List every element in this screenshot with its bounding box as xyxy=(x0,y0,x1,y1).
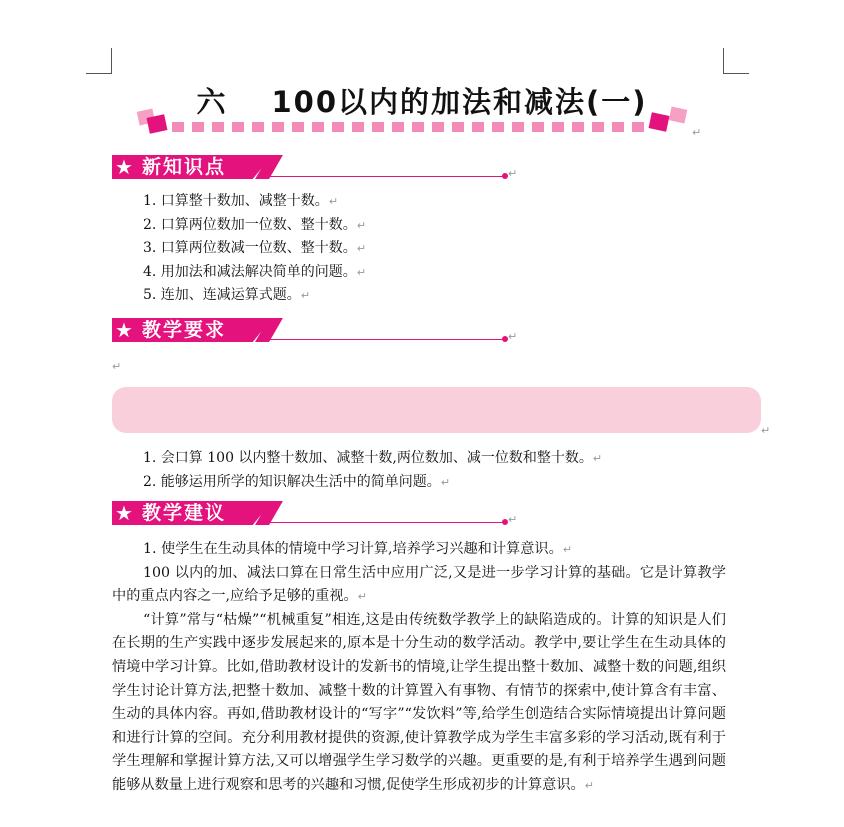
list-item: 1. 口算整十数加、减整十数。↵ xyxy=(143,193,339,209)
crop-mark-top-left-v xyxy=(111,48,112,74)
paragraph-mark: ↵ xyxy=(508,330,518,343)
list-item: 2. 口算两位数加一位数、整十数。↵ xyxy=(143,216,367,233)
section-heading-new-points xyxy=(112,155,518,180)
paragraph-mark: ↵ xyxy=(761,424,771,437)
title-banner-decoration xyxy=(130,104,710,140)
crop-mark-top-left-h xyxy=(86,73,112,74)
list-item: 1. 会口算 100 以内整十数加、减整十数,两位数加、减一位数和整十数。↵ xyxy=(143,450,603,466)
list-item: 2. 能够运用所学的知识解决生活中的简单问题。↵ xyxy=(143,473,451,490)
star-icon: ★ xyxy=(115,318,133,342)
chapter-number: 六 xyxy=(196,85,228,119)
chapter-title-text: 100以内的加法和减法(一) xyxy=(271,85,648,119)
star-icon: ★ xyxy=(115,155,133,179)
section-underline xyxy=(267,339,503,340)
paragraph-mark: ↵ xyxy=(692,126,702,139)
paragraph-mark: ↵ xyxy=(508,167,518,180)
paragraph-mark: ↵ xyxy=(112,360,122,373)
paragraph: 1. 使学生在生动具体的情境中学习计算,培养学习兴趣和计算意识。↵ xyxy=(143,541,573,557)
highlight-box xyxy=(112,387,761,433)
paragraph: “计算”常与“枯燥”“机械重复”相连,这是由传统数学教学上的缺陷造成的。计算的知识是人们在长期的生产实践中逐步发展起来的,原本是十分生动的数学活动。教学中,要让学生在生动具体的情境中学习计算。比如,借助教材设计的发新书的情境,让学生提出整十数加、减整十数的问题,组织学生讨论计算方法,把整十数加、减整十数的计算置入有事物、有情节的探索中,使计算含有丰富、生动的具体内容。再如,借助教材设计的“写字”“发饮料”等,给学生创造结合实际情境提出计算问题和进行计算的空间。充分利用教材提供的资源,使计算教学成为学生丰富多彩的学习活动,既有利于学生理解和掌握计算方法,又可以增强学生学习数学的兴趣。更重要的是,有利于培养学生遇到问题能够从数量上进行观察和思考的兴趣和习惯,促使学生形成初步的计算意识。↵ xyxy=(112,611,726,793)
crop-mark-top-right-h xyxy=(723,73,749,74)
list-item: 5. 连加、连减运算式题。↵ xyxy=(143,287,311,303)
new-points-list xyxy=(143,190,366,308)
section-title: 教学建议 xyxy=(142,502,227,524)
section-title: 新知识点 xyxy=(142,156,227,178)
suggestions-body xyxy=(112,538,726,798)
section-heading-requirements xyxy=(112,318,518,343)
section-underline xyxy=(267,176,503,177)
paragraph: 100 以内的加、减法口算在日常生活中应用广泛,又是进一步学习计算的基础。它是计算教学中的重点内容之一,应给予足够的重视。↵ xyxy=(112,564,726,605)
list-item: 3. 口算两位数减一位数、整十数。↵ xyxy=(143,240,367,256)
requirements-list xyxy=(143,447,602,494)
section-underline xyxy=(267,522,503,523)
crop-mark-top-right-v xyxy=(723,48,724,74)
section-title: 教学要求 xyxy=(142,319,227,341)
star-icon: ★ xyxy=(115,501,133,525)
list-item: 4. 用加法和减法解决简单的问题。↵ xyxy=(143,263,367,280)
section-heading-suggestions xyxy=(112,501,518,526)
paragraph-mark: ↵ xyxy=(508,513,518,526)
